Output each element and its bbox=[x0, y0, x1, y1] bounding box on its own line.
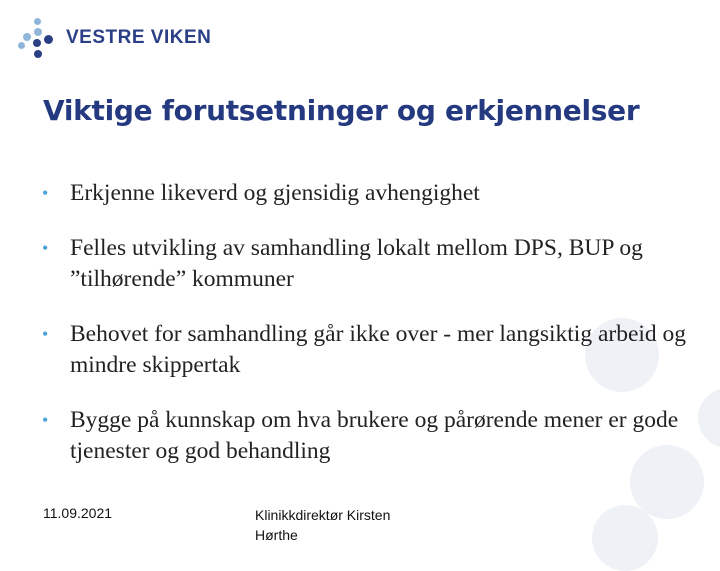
bullet-item bbox=[28, 233, 708, 295]
bullet-text: Bygge på kunnskap om hva brukere og pårørende mener er gode tjenester og god behandling bbox=[70, 407, 679, 464]
bullet-marker: • bbox=[42, 324, 49, 344]
bullet-text: Felles utvikling av samhandling lokalt mellom DPS, BUP og ”tilhørende” kommuner bbox=[70, 235, 643, 292]
bullet-item bbox=[28, 319, 708, 381]
bullet-text: Behovet for samhandling går ikke over - mer langsiktig arbeid og mindre skippertak bbox=[70, 321, 687, 378]
brand-logo bbox=[18, 18, 211, 58]
bullet-text: Erkjenne likeverd og gjensidig avhengighet bbox=[70, 180, 480, 206]
bullet-marker: • bbox=[42, 410, 49, 430]
bullet-marker: • bbox=[42, 238, 49, 258]
bullet-list bbox=[28, 178, 708, 491]
decorative-circle bbox=[592, 505, 658, 571]
bullet-item bbox=[28, 178, 708, 209]
slide-title: Viktige forutsetninger og erkjennelser bbox=[43, 94, 640, 127]
dotted-cross-logo-icon bbox=[18, 18, 56, 58]
logo-text: VESTRE VIKEN bbox=[66, 27, 212, 48]
footer-date: 11.09.2021 bbox=[43, 505, 113, 521]
bullet-item bbox=[28, 405, 708, 467]
bullet-marker: • bbox=[42, 183, 49, 203]
footer-author: Klinikkdirektør Kirsten Hørthe bbox=[255, 507, 391, 543]
